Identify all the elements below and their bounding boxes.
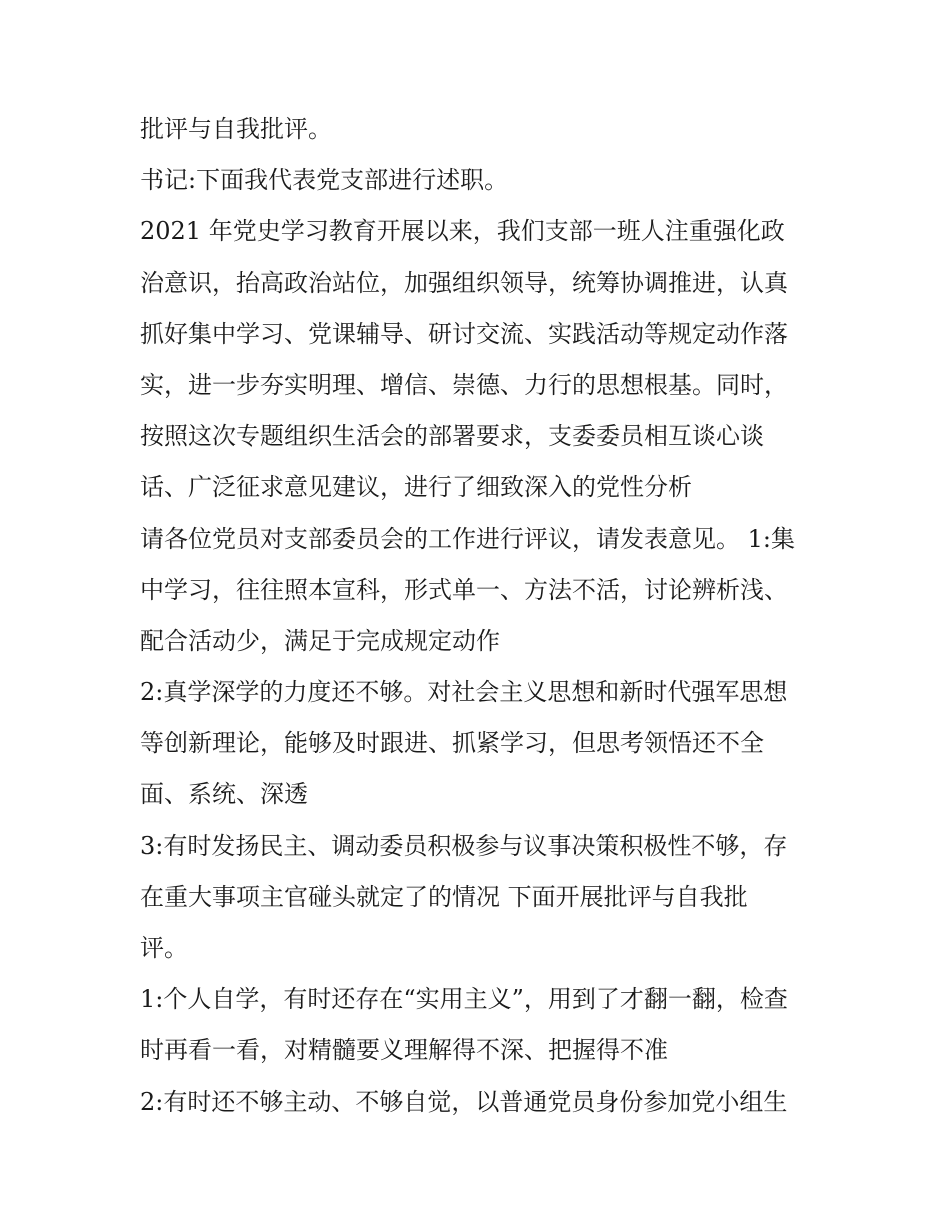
text-line: 时再看一看，对精髓要义理解得不深、把握得不准 xyxy=(140,1036,668,1065)
text-line: 书记:下面我代表党支部进行述职。 xyxy=(140,166,509,195)
text-line: 2021 年党史学习教育开展以来，我们支部一班人注重强化政 xyxy=(140,217,785,246)
text-line: 话、广泛征求意见建议，进行了细致深入的党性分析 xyxy=(140,473,692,502)
text-line: 治意识，抬高政治站位，加强组织领导，统筹协调推进，认真 xyxy=(140,268,788,297)
text-line: 评。 xyxy=(140,934,188,962)
text-line: 抓好集中学习、党课辅导、研讨交流、实践活动等规定动作落 xyxy=(140,319,788,348)
text-line: 2:真学深学的力度还不够。对社会主义思想和新时代强军思想 xyxy=(140,678,788,707)
text-line: 2:有时还不够主动、不够自觉，以普通党员身份参加党小组生 xyxy=(140,1087,788,1116)
text-line: 批评与自我批评。 xyxy=(140,115,332,143)
text-line: 配合活动少，满足于完成规定动作 xyxy=(140,626,500,655)
text-line: 1:个人自学，有时还存在“实用主义”，用到了才翻一翻，检查 xyxy=(140,985,788,1014)
text-line: 按照这次专题组织生活会的部署要求，支委委员相互谈心谈 xyxy=(140,422,764,451)
text-line: 中学习，往往照本宣科，形式单一、方法不活，讨论辨析浅、 xyxy=(140,575,788,604)
text-line: 实，进一步夯实明理、增信、崇德、力行的思想根基。同时， xyxy=(140,370,788,399)
text-line: 面、系统、深透 xyxy=(140,780,308,809)
text-line: 请各位党员对支部委员会的工作进行评议，请发表意见。 1:集 xyxy=(140,524,795,553)
text-line: 在重大事项主官碰头就定了的情况 下面开展批评与自我批 xyxy=(140,882,748,911)
document-page xyxy=(140,108,820,1132)
text-line: 3:有时发扬民主、调动委员积极参与议事决策积极性不够，存 xyxy=(140,831,788,860)
text-line: 等创新理论，能够及时跟进、抓紧学习，但思考领悟还不全 xyxy=(140,729,764,758)
